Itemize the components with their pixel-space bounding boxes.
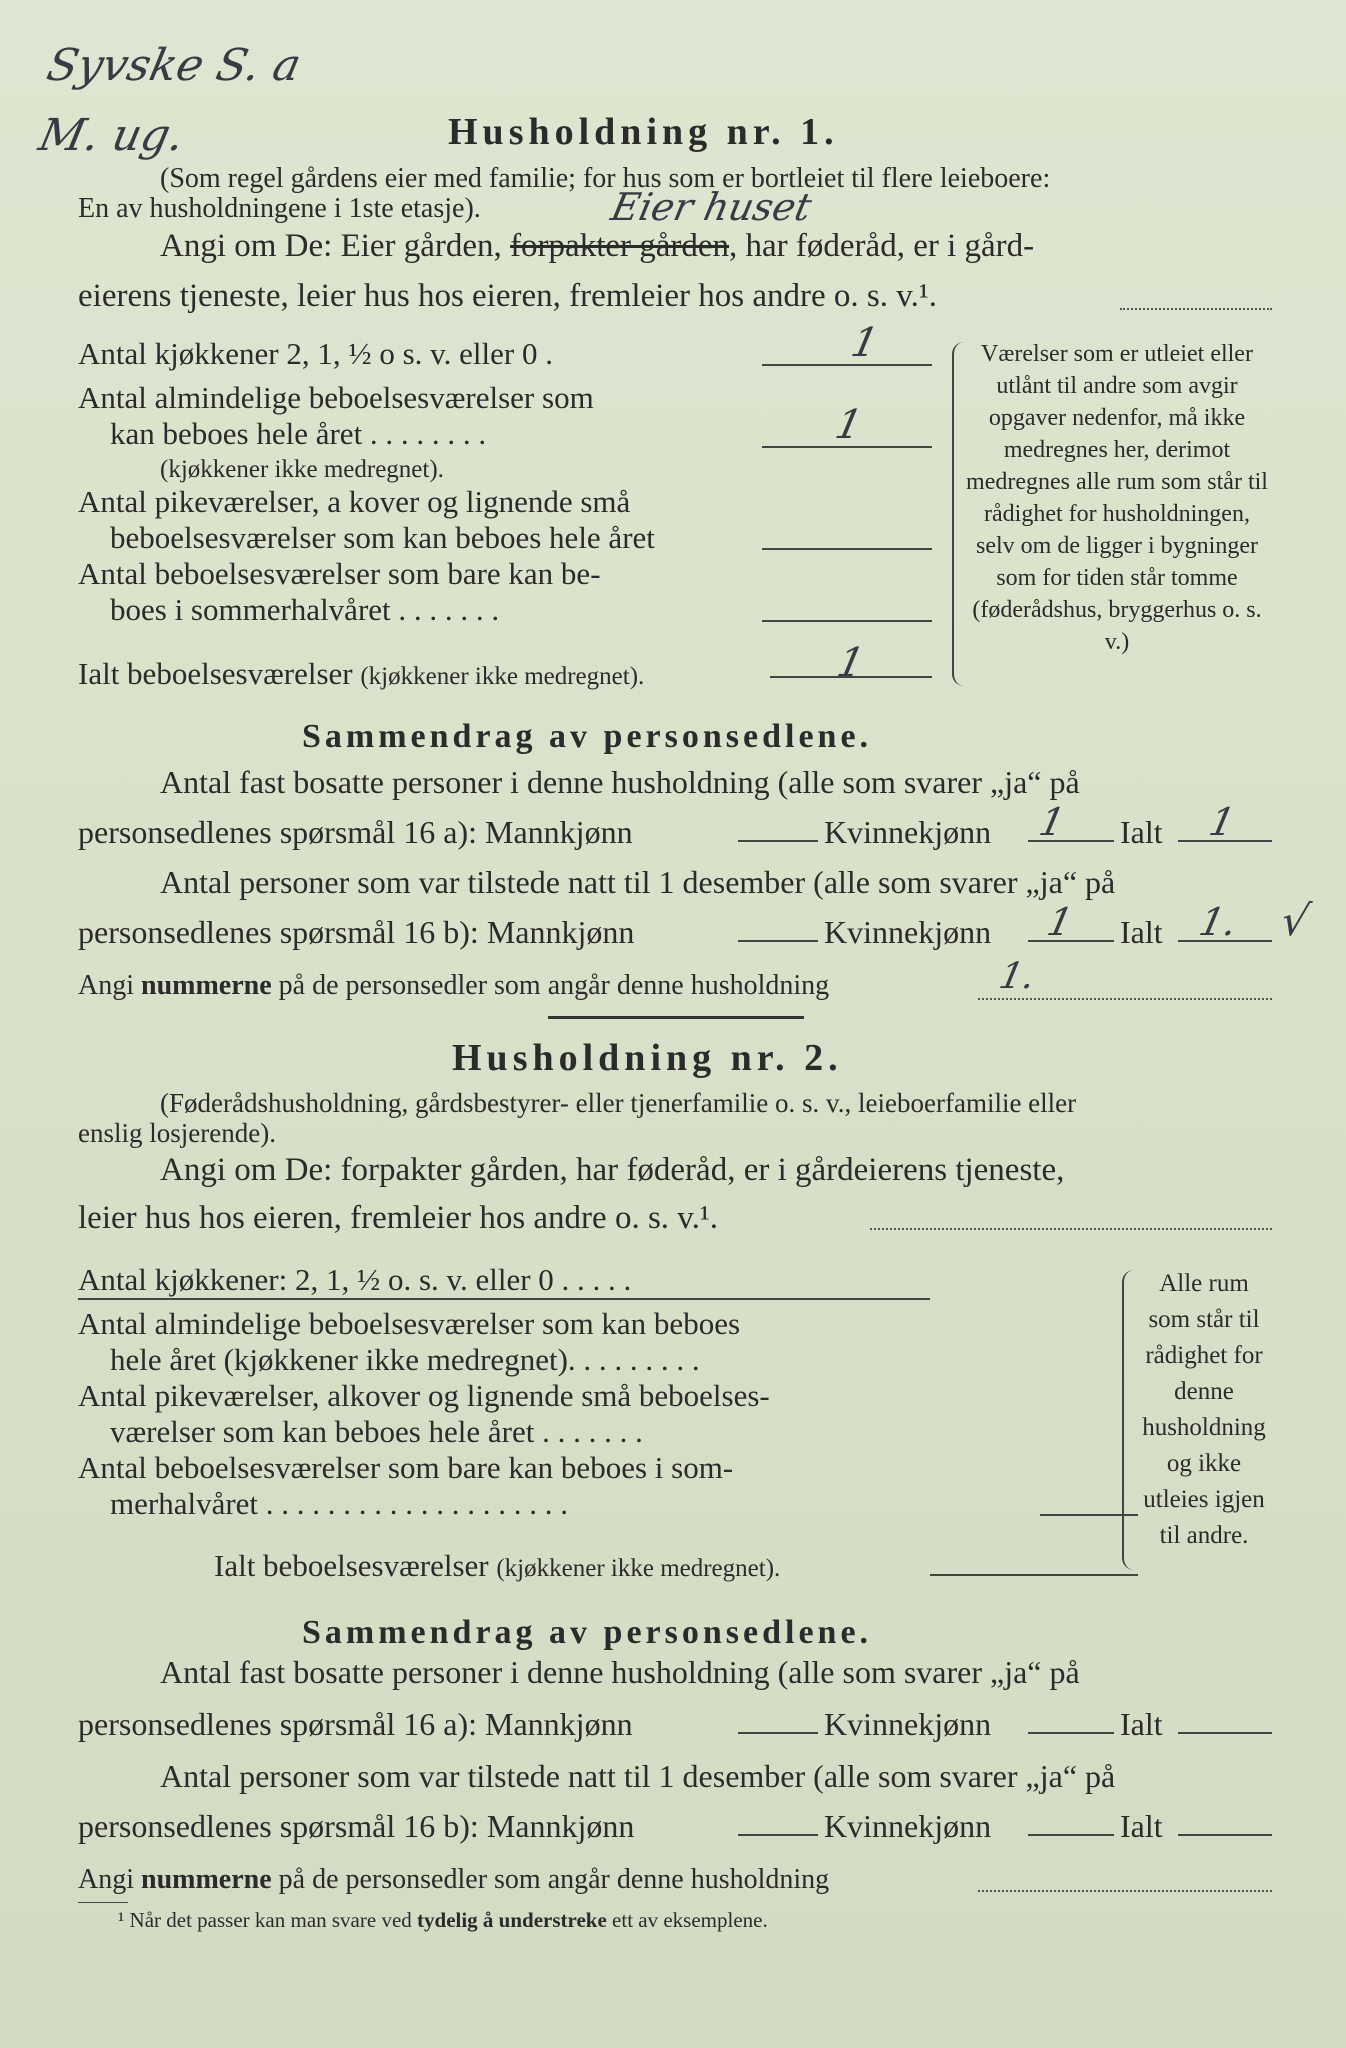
hh2-row-ordinary-1: Antal almindelige beboelsesværelser som kan beboes <box>78 1306 741 1341</box>
hh2-row-kitchens: Antal kjøkkener: 2, 1, ½ o. s. v. eller 0 . . . . . <box>78 1262 632 1297</box>
hh2-s2-total-label: Ialt <box>1120 1808 1163 1844</box>
hh2-s1-total-label: Ialt <box>1120 1706 1163 1742</box>
hh1-s2-female-value: 1 <box>1043 900 1077 944</box>
footnote-bold: tydelig å understreke <box>417 1908 607 1932</box>
hh1-maids-line <box>762 548 932 550</box>
hh2-total-rooms-label <box>214 1548 780 1584</box>
hh1-nummer-c: på de personsedler som angår denne husholdning <box>271 970 830 1001</box>
hh2-nummer-line-answer <box>978 1890 1272 1892</box>
hh2-nummer-a: Angi <box>78 1864 141 1895</box>
hh1-summer-line <box>762 620 932 622</box>
hh1-s2-total-value: 1. <box>1195 900 1241 944</box>
hh1-total-rooms-label <box>78 656 644 692</box>
hh1-angi-part-a: Angi om De: Eier gården, <box>160 228 511 264</box>
hh1-angi-line-1 <box>160 228 1034 265</box>
hh2-total-line <box>930 1574 1138 1576</box>
hh2-angi-line-1: Angi om De: forpakter gården, har føderåd, er i gårdeierens tjeneste, <box>160 1152 1065 1188</box>
hh1-ordinary-value: 1 <box>831 402 867 448</box>
hh2-s1-total-line <box>1178 1732 1272 1734</box>
hh2-nummer-c: på de personsedler som angår denne husholdning <box>271 1864 830 1895</box>
hh2-side-bracket <box>1122 1270 1134 1570</box>
hh1-s1-total-value: 1 <box>1205 800 1239 844</box>
hh2-s1-female-label: Kvinnekjønn <box>824 1706 992 1742</box>
hh2-row-summer-2: merhalvåret . . . . . . . . . . . . . . . . . . . . <box>110 1486 569 1521</box>
footnote <box>118 1908 768 1933</box>
hh2-angi-line-2: leier hus hos eieren, fremleier hos andre o. s. v.¹. <box>78 1200 719 1236</box>
hh1-angi-answer-line <box>1120 308 1272 310</box>
hh1-side-note: Værelser som er utleiet eller utlånt til andre som avgir opgaver nedenfor, må ikke medregnes her, derimot medregnes alle rum som står til rådighet for husholdningen, selv om de ligger i bygninger som for tiden står tomme (føderådshus, bryggerhus o. s. v.) <box>966 341 1268 655</box>
hh1-handwritten-owner: Eier huset <box>607 185 816 229</box>
hh2-row-maids-2: værelser som kan beboes hele året . . . . . . . <box>110 1414 643 1449</box>
corner-note-1: Syvske S. a <box>42 40 306 91</box>
corner-note-2: M. ug. <box>34 110 189 161</box>
hh1-row-kitchens: Antal kjøkkener 2, 1, ½ o s. v. eller 0 . <box>78 336 553 371</box>
hh1-s1-female-value: 1 <box>1035 800 1069 844</box>
hh1-s1-male-line <box>738 840 818 842</box>
hh2-s1-male-line <box>738 1732 818 1734</box>
hh1-angi-part-b: , har føderåd, er i gård- <box>729 228 1035 264</box>
hh2-title: Husholdning nr. 2. <box>452 1037 843 1079</box>
hh1-intro-2: En av husholdningene i 1ste etasje). <box>78 193 481 224</box>
footnote-part-c: ett av eksemplene. <box>606 1908 768 1932</box>
hh2-intro-2: enslig losjerende). <box>78 1118 276 1148</box>
hh1-total-note: (kjøkkener ikke medregnet). <box>360 663 645 690</box>
hh2-nummer-line <box>78 1864 829 1896</box>
hh1-row-summer-2: boes i sommerhalvåret . . . . . . . <box>110 592 500 627</box>
hh2-side-note: Alle rum som står til rådighet for denne husholdning og ikke utleies igjen til andre. <box>1142 1270 1266 1549</box>
hh1-intro-1: (Som regel gårdens eier med familie; for hus som er bortleiet til flere leieboere: <box>160 163 1051 194</box>
hh2-s1-female-line <box>1028 1732 1114 1734</box>
hh1-kitchens-value: 1 <box>847 320 883 366</box>
hh2-row-maids-1: Antal pikeværelser, alkover og lignende små beboelses- <box>78 1378 770 1413</box>
hh1-row-maids-1: Antal pikeværelser, a kover og lignende små <box>78 484 631 519</box>
hh1-s2-line-b: personsedlenes spørsmål 16 b): Mannkjønn <box>78 914 635 950</box>
hh2-kitchens-line <box>78 1298 930 1300</box>
hh1-s2-male-line <box>738 940 818 942</box>
section-divider <box>548 1016 804 1019</box>
hh2-s1-line-a: Antal fast bosatte personer i denne husholdning (alle som svarer „ja“ på <box>160 1654 1080 1690</box>
hh1-s2-female-label: Kvinnekjønn <box>824 914 992 950</box>
hh2-total-note: (kjøkkener ikke medregnet). <box>496 1555 781 1582</box>
hh2-s2-total-line <box>1178 1834 1272 1836</box>
hh1-nummer-line-answer <box>978 998 1272 1000</box>
hh2-row-ordinary-2: hele året (kjøkkener ikke medregnet). . . . . . . . . <box>110 1342 700 1377</box>
footnote-rule <box>78 1902 128 1903</box>
hh1-s2-total-label: Ialt <box>1120 914 1163 950</box>
hh1-s1-total-label: Ialt <box>1120 814 1163 850</box>
hh2-s2-male-line <box>738 1834 818 1836</box>
hh2-s2-female-line <box>1028 1834 1114 1836</box>
hh2-row-summer-1: Antal beboelsesværelser som bare kan beboes i som- <box>78 1450 734 1485</box>
hh1-total-value: 1 <box>833 640 869 686</box>
hh2-s2-line-b: personsedlenes spørsmål 16 b): Mannkjønn <box>78 1808 635 1844</box>
hh1-nummer-a: Angi <box>78 970 141 1001</box>
hh1-row-ordinary-1: Antal almindelige beboelsesværelser som <box>78 380 594 415</box>
hh1-angi-struck: forpakter gården <box>510 228 730 264</box>
hh2-s2-line-a: Antal personer som var tilstede natt til 1 desember (alle som svarer „ja“ på <box>160 1758 1116 1794</box>
hh1-angi-line-2: eierens tjeneste, leier hus hos eieren, fremleier hos andre o. s. v.¹. <box>78 278 938 314</box>
hh1-row-maids-2: beboelsesværelser som kan beboes hele året <box>110 520 655 555</box>
hh1-s2-line-a: Antal personer som var tilstede natt til 1 desember (alle som svarer „ja“ på <box>160 864 1116 900</box>
hh1-row-ordinary-note: (kjøkkener ikke medregnet). <box>160 456 444 483</box>
hh1-summary-title: Sammendrag av personsedlene. <box>302 718 873 755</box>
hh1-nummer-value: 1. <box>995 956 1039 997</box>
hh1-s2-female-line <box>1028 940 1114 942</box>
hh1-total-label: Ialt beboelsesværelser <box>78 656 353 691</box>
hh2-total-label: Ialt beboelsesværelser <box>214 1548 489 1583</box>
hh2-angi-answer-line <box>870 1228 1272 1230</box>
hh1-s1-line-a: Antal fast bosatte personer i denne husholdning (alle som svarer „ja“ på <box>160 764 1080 800</box>
hh2-s1-line-b: personsedlenes spørsmål 16 a): Mannkjønn <box>78 1706 633 1742</box>
hh1-row-summer-1: Antal beboelsesværelser som bare kan be- <box>78 556 601 591</box>
hh1-row-ordinary-2: kan beboes hele året . . . . . . . . <box>110 416 487 451</box>
hh1-checkmark: √ <box>1276 896 1314 945</box>
hh1-nummer-bold: nummerne <box>141 970 272 1001</box>
hh2-s2-female-label: Kvinnekjønn <box>824 1808 992 1844</box>
hh1-nummer-line <box>78 970 829 1002</box>
hh2-summary-title: Sammendrag av personsedlene. <box>302 1614 873 1651</box>
footnote-part-a: ¹ Når det passer kan man svare ved <box>118 1908 418 1932</box>
hh1-s1-line-b: personsedlenes spørsmål 16 a): Mannkjønn <box>78 814 633 850</box>
hh1-title: Husholdning nr. 1. <box>448 111 839 153</box>
hh2-intro-1: (Føderådshusholdning, gårdsbestyrer- eller tjenerfamilie o. s. v., leieboerfamilie eller <box>160 1088 1077 1118</box>
hh2-nummer-bold: nummerne <box>141 1864 272 1895</box>
hh1-s1-female-label: Kvinnekjønn <box>824 814 992 850</box>
